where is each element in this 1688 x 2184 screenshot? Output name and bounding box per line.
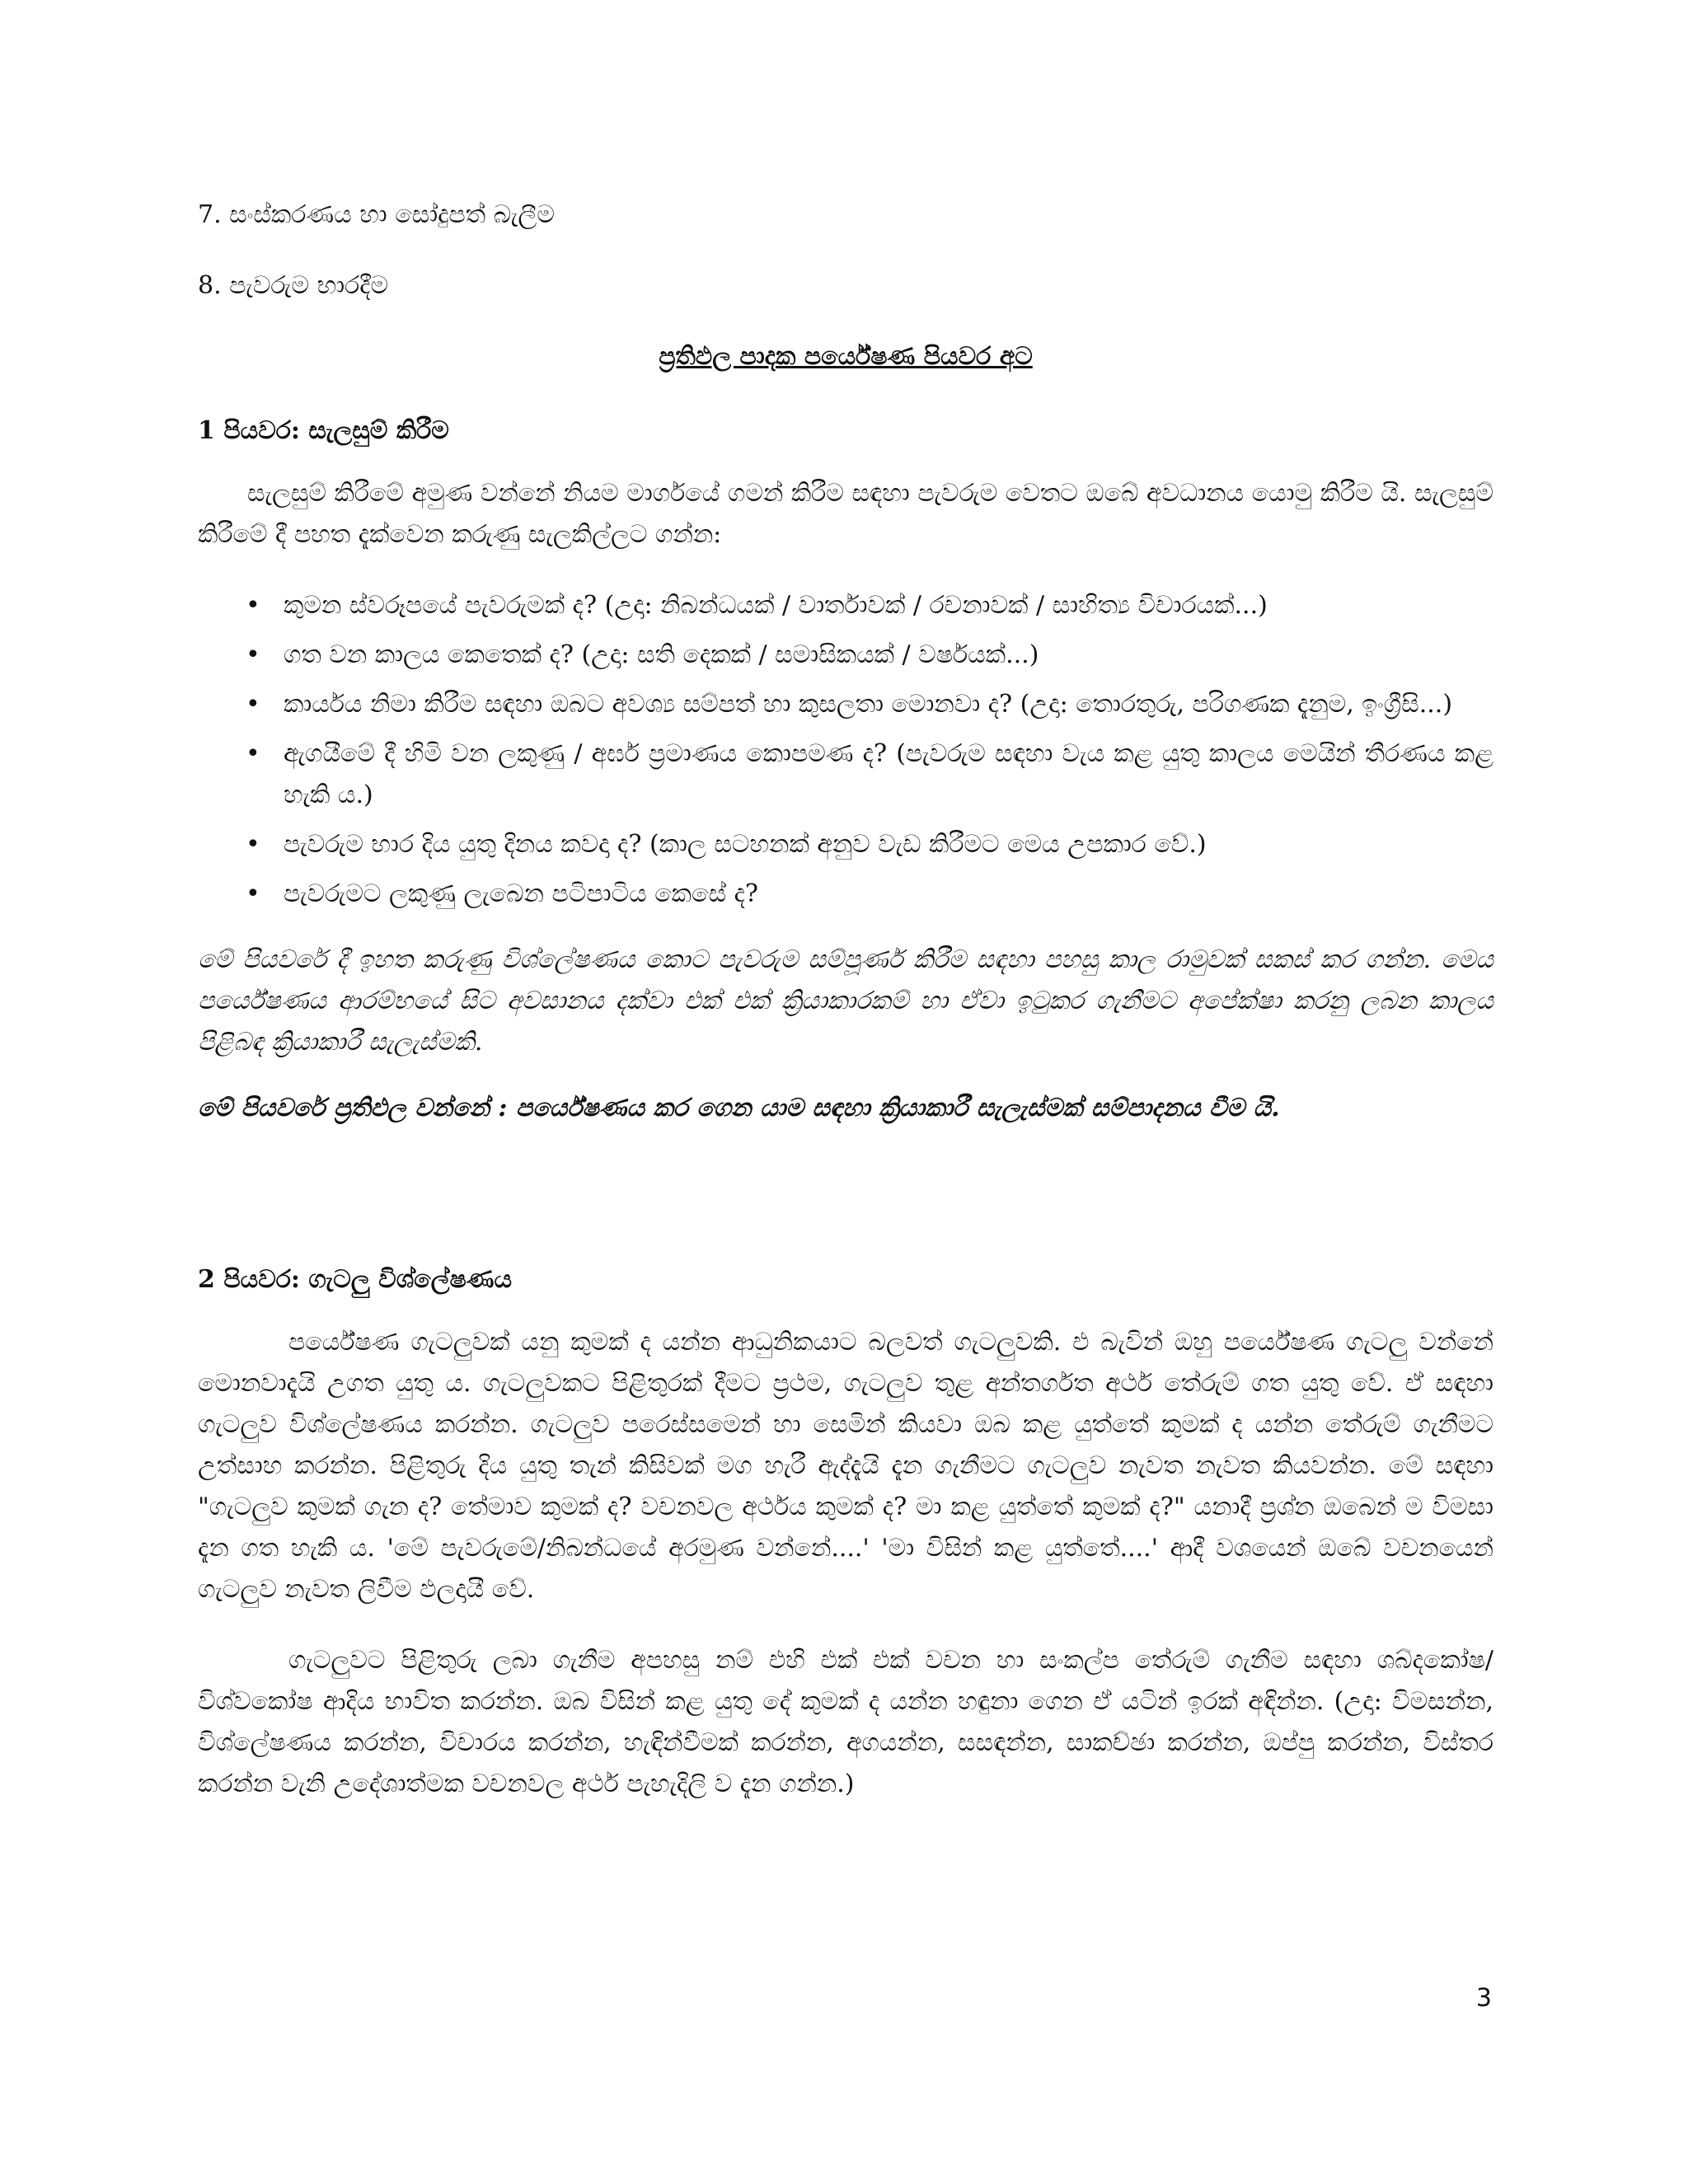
bullet-icon: • — [246, 739, 260, 768]
step2-paragraph-1: පර්යේෂණ ගැටලුවක් යනු කුමක් ද යන්න ආධුනිකයාට බලවත් ගැටලුවකි. එ බැවින් ඔහු පර්යේෂණ ගැටලු වන්නේ මොනවාදැයි උගත යුතු ය. ගැටලුවකට පිළිතුරක් දීමට ප්‍රථම, ගැටලුව තුළ අන්තර්ගත අර්ථ තේරුම් ගත යුතු වේ. ඒ සඳහා ගැටලුව විශ්ලේෂණය කරන්න. ගැටලුව පරෙස්සමෙන් හා සෙමින් කියවා ඔබ කළ යුත්තේ කුමක් ද යන්න තේරුම් ගැනීමට උත්සාහ කරන්න. පිළිතුරු දිය යුතු තැන් කිසිවක් මග හැරී ඇද්දැයි දැන ගැනීමට ගැටලුව නැවත නැවත කියවන්න. මේ සඳහා "ගැටලුව කුමක් ගැන ද? තේමාව කුමක් ද? වචනවල අර්ථය කුමක් ද? මා කළ යුත්තේ කුමක් ද?" යනාදී ප්‍රශ්න ඔබෙන් ම විමසා දැන ගත හැකි ය. 'මේ පැවරුමේ/නිබන්ධයේ අරමුණ වන්නේ....' 'මා විසින් කළ යුත්තේ....' ආදී වශයෙන් ඔබේ වචනයෙන් ගැටලුව නැවත ලිවීම ඵලදායී වේ. — [198, 1328, 1493, 1604]
step1-outcome: මේ පියවරේ ප්‍රතිඵල වන්නේ : පර්යේෂණය කර ගෙන යාම සඳහා ක්‍රියාකාරී සැලැස්මක් සම්පාදනය වීම යි. — [198, 1094, 1280, 1122]
step1-intro-paragraph: සැලසුම් කිරීමේ අමුණ වන්නේ නියම මාර්ගයේ ගමන් කිරීම සඳහා පැවරුම වෙතට ඔබේ අවධානය යොමු කිරීම යි. සැලසුම් කිරීමේ දී පහත දැක්වෙන කරුණු සැලකිල්ලට ගන්න: — [198, 479, 1493, 549]
bullet-item — [198, 733, 1493, 816]
bullet-text: ඇගයීමේ දී හිමි වන ලකුණු / අර්ඝ ප්‍රමාණය කොපමණ ද? (පැවරුම සඳහා වැය කළ යුතු කාලය මෙයින් තීරණය කළ හැකි ය.) — [284, 739, 1493, 809]
step2-heading: 2 පියවර: ගැටලු විශ්ලේෂණය — [198, 1265, 513, 1294]
bullet-text: පැවරුමට ලකුණු ලැබෙන පටිපාටිය කෙසේ ද? — [284, 879, 758, 908]
list-item-7: 7. සංස්කරණය හා සෝදුපත් බැලීම — [198, 200, 555, 229]
bullet-text: කාර්යය නිමා කිරීම සඳහා ඔබට අවශ්‍ය සම්පත් හා කුසලතා මොනවා ද? (උදා: තොරතුරු, පරිගණක දැනුම, ඉංග්‍රීසි...) — [284, 690, 1453, 719]
bullet-icon: • — [246, 690, 260, 719]
bullet-icon: • — [246, 830, 260, 859]
step2-paragraph-2: ගැටලුවට පිළිතුරු ලබා ගැනීම අපහසු නම් එහි එක් එක් වචන හා සංකල්ප තේරුම් ගැනීම සඳහා ශබ්දකෝෂ/විශ්වකෝෂ ආදිය භාවිත කරන්න. ඔබ විසින් කළ යුතු දේ කුමක් ද යන්න හඳුනා ගෙන ඒ යටින් ඉරක් අඳින්න. (උදා: විමසන්න, විශ්ලේෂණය කරන්න, විචාරය කරන්න, හැඳින්වීමක් කරන්න, අගයන්න, සසඳන්න, සාකච්ඡා කරන්න, ඔප්පු කරන්න, විස්තර කරන්න වැනි උදේශාත්මක වචනවල අර්ථ පැහැදිලි ව දැන ගන්න.) — [198, 1646, 1493, 1798]
bullet-text: පැවරුම භාර දිය යුතු දිනය කවදා ද? (කාල සටහනක් අනුව වැඩ කිරීමට මෙය උපකාර වේ.) — [284, 830, 1207, 859]
step1-bullet-list — [198, 585, 1493, 915]
section-title: ප්‍රතිඵල පාදක පර්යේෂණ පියවර අට — [659, 342, 1033, 371]
bullet-text: ගත වන කාලය කෙතෙක් ද? (උදා: සති දෙකක් / සමාසිකයක් / වර්ෂයක්...) — [284, 640, 1039, 669]
step1-heading: 1 පියවර: සැලසුම් කිරීම — [198, 416, 449, 445]
bullet-icon: • — [246, 640, 260, 669]
bullet-item — [198, 824, 1493, 865]
step1-note: මේ පියවරේ දී ඉහත කරුණු විශ්ලේෂණය කොට පැවරුම සම්පූර්ණ කිරීම සඳහා පහසු කාල රාමුවක් සකස් කර ගන්න. මෙය පර්යේෂණය ආරම්භයේ සිට අවසානය දක්වා එක් එක් ක්‍රියාකාරකම් හා ඒවා ඉටුකර ගැනීමට අපේක්ෂා කරනු ලබන කාලය පිළිබඳ ක්‍රියාකාරී සැලැස්මකි. — [198, 945, 1493, 1057]
list-item-8: 8. පැවරුම භාරදීම — [198, 271, 389, 300]
section-spacer — [198, 1129, 1493, 1236]
bullet-item — [198, 635, 1493, 676]
bullet-item — [198, 874, 1493, 915]
page-content — [198, 194, 1493, 1835]
bullet-icon: • — [246, 591, 260, 620]
bullet-item — [198, 684, 1493, 725]
page-number: 3 — [1475, 1984, 1492, 2013]
bullet-text: කුමන ස්වරූපයේ පැවරුමක් ද? (උදා: නිබන්ධයක් / වාර්තාවක් / රචනාවක් / සාහිත්‍ය විචාරයක්...) — [284, 591, 1268, 620]
bullet-icon: • — [246, 879, 260, 908]
bullet-item — [198, 585, 1493, 626]
